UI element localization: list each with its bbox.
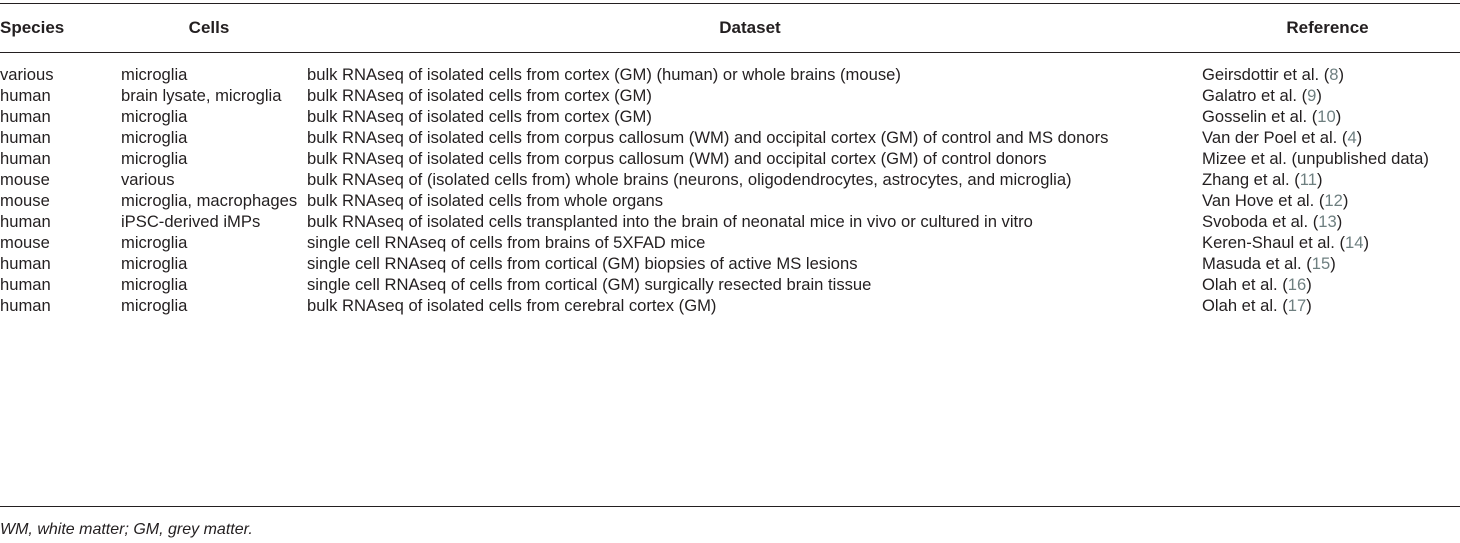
cell-cells: microglia bbox=[121, 254, 188, 273]
cell-cells: brain lysate, microglia bbox=[121, 86, 282, 105]
cell-cells: microglia bbox=[121, 128, 188, 147]
cell-dataset: single cell RNAseq of cells from cortical (GM) surgically resected brain tissue bbox=[307, 275, 872, 294]
reference-close: ) bbox=[1316, 86, 1322, 105]
cell-reference bbox=[1195, 274, 1460, 295]
cell-species: mouse bbox=[0, 233, 50, 252]
reference-close: ) bbox=[1335, 107, 1342, 126]
cell-reference bbox=[1195, 169, 1460, 190]
table-row bbox=[0, 85, 1460, 106]
cell-cells: iPSC-derived iMPs bbox=[121, 212, 261, 231]
cell-cells: microglia bbox=[121, 65, 188, 84]
cell-species: mouse bbox=[0, 191, 50, 210]
cell-reference bbox=[1195, 190, 1460, 211]
bottom-rule bbox=[0, 506, 1460, 507]
reference-close: ) bbox=[1356, 128, 1363, 147]
reference-number-link[interactable]: 15 bbox=[1311, 254, 1331, 273]
table-row bbox=[0, 106, 1460, 127]
table-row bbox=[0, 232, 1460, 253]
table-row bbox=[0, 52, 1460, 85]
reference-close: ) bbox=[1336, 212, 1343, 231]
header-reference: Reference bbox=[1286, 18, 1369, 37]
table-row bbox=[0, 274, 1460, 295]
header-cells: Cells bbox=[188, 18, 230, 37]
cell-species: human bbox=[0, 275, 51, 294]
cell-dataset: bulk RNAseq of isolated cells transplanted into the brain of neonatal mice in vivo or cultured in vitro bbox=[307, 212, 1033, 231]
reference-number-link[interactable]: 11 bbox=[1299, 170, 1318, 189]
cell-cells: various bbox=[121, 170, 175, 189]
reference-number-link[interactable]: 8 bbox=[1329, 65, 1339, 84]
cell-cells: microglia, macrophages bbox=[121, 191, 298, 210]
cell-reference bbox=[1195, 295, 1460, 320]
cell-species: human bbox=[0, 107, 51, 126]
cell-dataset: bulk RNAseq of isolated cells from whole organs bbox=[307, 191, 664, 210]
table-row bbox=[0, 127, 1460, 148]
reference-number-link[interactable]: 13 bbox=[1318, 212, 1337, 231]
cell-dataset: bulk RNAseq of isolated cells from cerebral cortex (GM) bbox=[307, 296, 717, 315]
reference-text: Keren-Shaul et al. ( bbox=[1202, 233, 1345, 252]
cell-species: human bbox=[0, 254, 51, 273]
cell-dataset: single cell RNAseq of cells from brains of 5XFAD mice bbox=[307, 233, 706, 252]
cell-cells: microglia bbox=[121, 233, 188, 252]
cell-dataset: bulk RNAseq of (isolated cells from) whole brains (neurons, oligodendrocytes, astrocytes, and microglia) bbox=[307, 170, 1072, 189]
reference-number-link[interactable]: 4 bbox=[1347, 128, 1357, 147]
reference-text: Olah et al. ( bbox=[1202, 275, 1288, 294]
reference-text: Gosselin et al. ( bbox=[1202, 107, 1318, 126]
reference-text: Mizee et al. (unpublished data) bbox=[1202, 149, 1429, 168]
reference-close: ) bbox=[1363, 233, 1369, 252]
reference-close: ) bbox=[1306, 296, 1312, 315]
cell-cells: microglia bbox=[121, 275, 188, 294]
cell-reference bbox=[1195, 148, 1460, 169]
header-species: Species bbox=[0, 18, 65, 37]
reference-text: Van Hove et al. ( bbox=[1202, 191, 1325, 210]
reference-number-link[interactable]: 10 bbox=[1317, 107, 1336, 126]
table-row bbox=[0, 295, 1460, 320]
table-row bbox=[0, 148, 1460, 169]
cell-species: human bbox=[0, 212, 51, 231]
reference-text: Galatro et al. ( bbox=[1202, 86, 1308, 105]
cell-cells: microglia bbox=[121, 296, 188, 315]
table-row bbox=[0, 211, 1460, 232]
cell-reference bbox=[1195, 232, 1460, 253]
reference-close: ) bbox=[1342, 191, 1349, 210]
reference-number-link[interactable]: 16 bbox=[1287, 275, 1307, 294]
cell-dataset: bulk RNAseq of isolated cells from cortex (GM) bbox=[307, 86, 652, 105]
reference-close: ) bbox=[1306, 275, 1312, 294]
reference-text: Geirsdottir et al. ( bbox=[1202, 65, 1330, 84]
table-footnote: WM, white matter; GM, grey matter. bbox=[0, 521, 253, 538]
reference-number-link[interactable]: 17 bbox=[1287, 296, 1307, 315]
reference-text: Svoboda et al. ( bbox=[1202, 212, 1319, 231]
table-row bbox=[0, 169, 1460, 190]
cell-cells: microglia bbox=[121, 107, 188, 126]
cell-dataset: bulk RNAseq of isolated cells from cortex (GM) bbox=[307, 107, 652, 126]
cell-reference bbox=[1195, 52, 1460, 85]
cell-reference bbox=[1195, 127, 1460, 148]
cell-species: human bbox=[0, 86, 51, 105]
cell-reference bbox=[1195, 106, 1460, 127]
cell-species: mouse bbox=[0, 170, 50, 189]
cell-reference bbox=[1195, 253, 1460, 274]
cell-cells: microglia bbox=[121, 149, 188, 168]
cell-species: human bbox=[0, 149, 51, 168]
table-row bbox=[0, 190, 1460, 211]
table-row bbox=[0, 253, 1460, 274]
reference-close: ) bbox=[1317, 170, 1323, 189]
cell-reference bbox=[1195, 211, 1460, 232]
reference-number-link[interactable]: 12 bbox=[1324, 191, 1343, 210]
reference-text: Van der Poel et al. ( bbox=[1202, 128, 1348, 147]
reference-number-link[interactable]: 9 bbox=[1307, 86, 1317, 105]
cell-reference bbox=[1195, 85, 1460, 106]
cell-dataset: single cell RNAseq of cells from cortical (GM) biopsies of active MS lesions bbox=[307, 254, 858, 273]
header-row bbox=[0, 4, 1460, 52]
reference-number-link[interactable]: 14 bbox=[1344, 233, 1364, 252]
reference-close: ) bbox=[1330, 254, 1336, 273]
cell-species: human bbox=[0, 296, 51, 315]
header-dataset: Dataset bbox=[719, 18, 781, 37]
reference-text: Olah et al. ( bbox=[1202, 296, 1288, 315]
cell-dataset: bulk RNAseq of isolated cells from corpus callosum (WM) and occipital cortex (GM) of control and MS donors bbox=[307, 128, 1109, 147]
cell-species: various bbox=[0, 65, 54, 84]
cell-dataset: bulk RNAseq of isolated cells from corpus callosum (WM) and occipital cortex (GM) of control donors bbox=[307, 149, 1047, 168]
reference-text: Masuda et al. ( bbox=[1202, 254, 1312, 273]
reference-close: ) bbox=[1338, 65, 1345, 84]
cell-species: human bbox=[0, 128, 51, 147]
reference-text: Zhang et al. ( bbox=[1202, 170, 1300, 189]
cell-dataset: bulk RNAseq of isolated cells from cortex (GM) (human) or whole brains (mouse) bbox=[307, 65, 901, 84]
